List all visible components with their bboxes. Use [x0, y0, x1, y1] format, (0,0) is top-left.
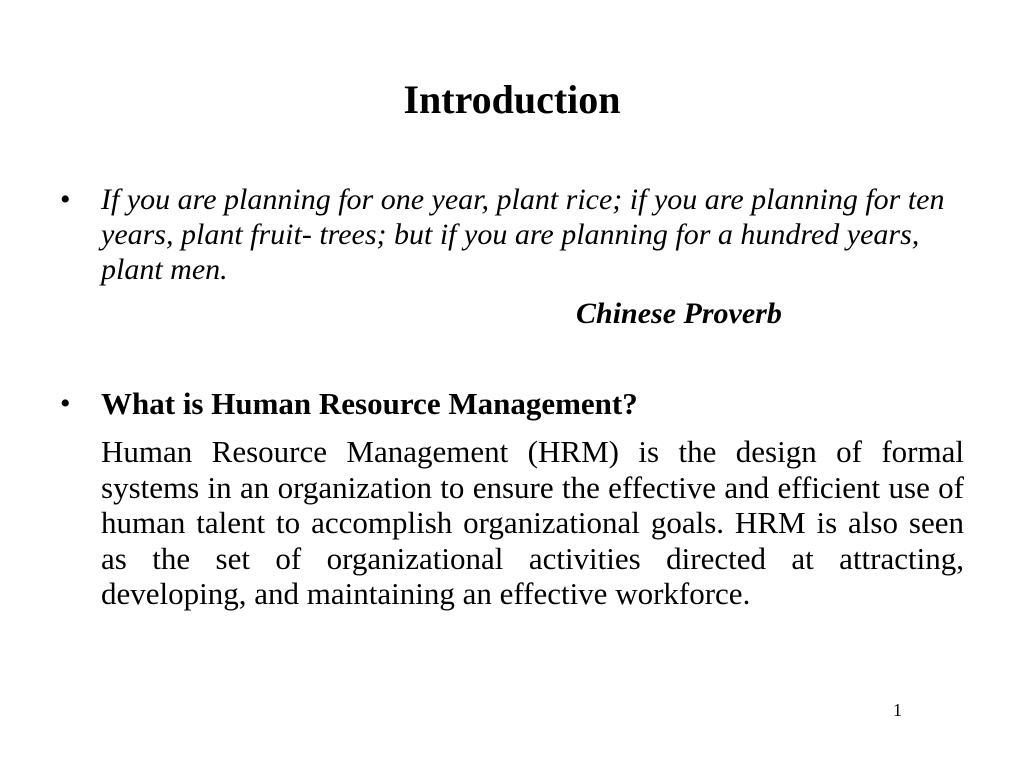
page-number: 1 — [893, 700, 902, 720]
hrm-bullet-row — [60, 386, 964, 612]
hrm-bullet — [60, 386, 964, 612]
bullet-icon: • — [60, 387, 71, 420]
proverb-quote: If you are planning for one year, plant rice; if you are planning for ten years, plant fruit- trees; but if you are planning for a hundred years, plant men. — [101, 183, 945, 286]
quote-bullet-row — [60, 182, 964, 332]
quote-bullet — [60, 182, 964, 332]
hrm-definition: Human Resource Management (HRM) is the design of formal systems in an organization to ensure the effective and efficient use of human talent to accomplish organizational goals. HRM is also seen as the set of organizational activities directed at attracting, developing, and maintaining an effective workforce. — [101, 434, 964, 611]
bullet-icon: • — [60, 183, 71, 216]
hrm-question: What is Human Resource Management? — [101, 386, 638, 421]
proverb-attribution: Chinese Proverb — [576, 297, 782, 330]
slide-title: Introduction — [403, 77, 621, 122]
